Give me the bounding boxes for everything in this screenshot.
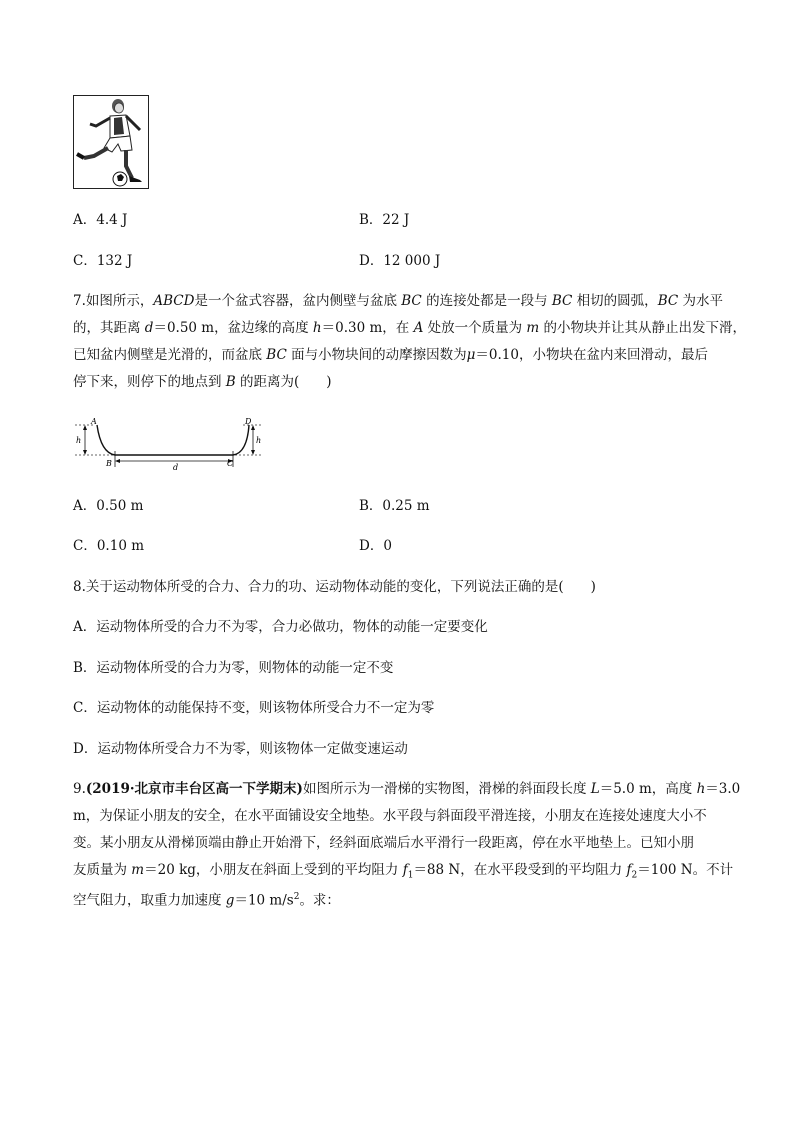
basin-diagram [73, 415, 263, 470]
label-b: B [106, 459, 112, 468]
q8-option-a: A．运动物体所受的合力不为零，合力必做功，物体的动能一定要变化 [73, 619, 488, 635]
q9-stem-line-3: 变。某小朋友从滑梯顶端由静止开始滑下，经斜面底端后水平滑行一段距离，停在水平地垫上。已知小朋 [73, 835, 694, 851]
q7-option-c: C．0.10 m [73, 538, 144, 554]
q8-option-c: C．运动物体的动能保持不变，则该物体所受合力不一定为零 [73, 700, 435, 716]
q8-stem: 8.关于运动物体所受的合力、合力的功、运动物体动能的变化，下列说法正确的是( ) [73, 579, 596, 595]
q9-stem-line-5: 空气阻力，取重力加速度 g＝10 $m/s^2$。求： [73, 892, 340, 909]
q8-option-d: D．运动物体所受合力不为零，则该物体一定做变速运动 [73, 741, 408, 757]
q7-stem-line-4: 停下来，则停下的地点到 B 的距离为( ) [73, 374, 332, 390]
q7-option-d: D．0 [359, 538, 392, 554]
q7-stem-line-2: 的，其距离 d＝0.50 m，盆边缘的高度 h＝0.30 m，在 A 处放一个质量为 m 的小物块并让其从静止出发下滑， [73, 320, 747, 336]
label-h-right: h [256, 436, 262, 445]
label-c: C [227, 459, 234, 468]
q6-option-a: A．4.4 J [73, 212, 128, 228]
label-d-distance: d [173, 463, 179, 470]
label-h-left: h [76, 436, 82, 445]
q7-option-a: A．0.50 m [73, 498, 144, 514]
label-d: D [245, 417, 252, 426]
q9-stem-line-4: 友质量为 m＝20 kg，小朋友在斜面上受到的平均阻力 $f_1=88$ N，在水平段受到的平均阻力 $f_2=100$ N。不计 [73, 862, 734, 881]
q9-stem-line-1: 9.(2019·北京市丰台区高一下学期末)如图所示为一滑梯的实物图，滑梯的斜面段长度 L＝5.0 m，高度 h＝3.0 [73, 781, 741, 797]
q7-stem-line-3: 已知盆内侧壁是光滑的，而盆底 BC 面与小物块间的动摩擦因数为μ＝0.10，小物块在盆内来回滑动，最后 [73, 347, 708, 363]
q6-option-c: C．132 J [73, 253, 133, 269]
q9-source: (2019·北京市丰台区高一下学期末) [85, 781, 303, 797]
q6-option-b: B．22 J [359, 212, 410, 228]
q6-option-d: D．12 000 J [359, 253, 441, 269]
soccer-player-figure [73, 95, 149, 189]
label-a: A [91, 417, 97, 426]
q7-stem-line-1: 7.如图所示，ABCD是一个盆式容器，盆内侧壁与盆底 BC 的连接处都是一段与 BC 相切的圆弧，BC 为水平 [73, 293, 723, 309]
q7-option-b: B．0.25 m [359, 498, 430, 514]
q8-option-b: B．运动物体所受的合力为零，则物体的动能一定不变 [73, 660, 394, 676]
basin-container-figure [73, 415, 263, 470]
q9-stem-line-2: m，为保证小朋友的安全，在水平面铺设安全地垫。水平段与斜面段平滑连接，小朋友在连接处速度大小不 [73, 808, 707, 824]
soccer-player-illustration [74, 96, 148, 188]
